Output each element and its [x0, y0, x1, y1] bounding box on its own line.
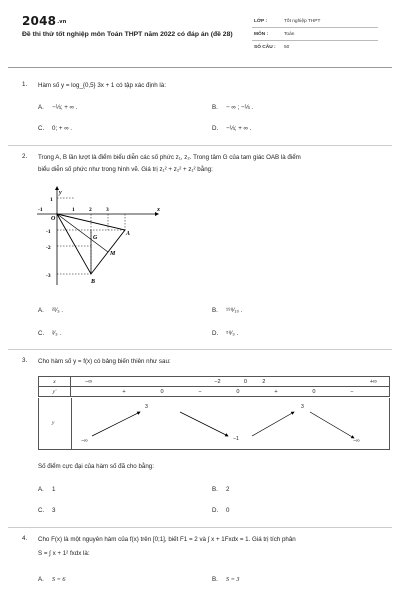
variation-arrows: [72, 398, 390, 450]
x-tick-label: -1: [38, 207, 43, 213]
meta-class: LỚP : Tốt nghiệp THPT: [254, 19, 321, 24]
q1-option-c[interactable]: C. 0; + ∞ .: [38, 125, 73, 132]
table-y-left-limit: −∞: [81, 438, 88, 444]
question-divider: [8, 349, 392, 350]
table-x-value: +∞: [273, 377, 390, 387]
question-divider: [8, 145, 392, 146]
table-y-min: −1: [233, 436, 239, 442]
q1-option-a[interactable]: A. −⅓; + ∞ .: [38, 104, 78, 111]
question-3-subquestion: Số điểm cực đại của hàm số đã cho bằng:: [38, 463, 154, 470]
question-3-text: Cho hàm số y = f(x) có bảng biến thiên như sau:: [38, 358, 171, 365]
x-label: x: [157, 207, 160, 213]
table-yprime-sign: +: [122, 388, 126, 395]
meta-count: SỐ CÂU : 50: [254, 45, 290, 50]
meta-divider: [252, 27, 378, 28]
table-yprime-zero: 0: [236, 388, 240, 395]
x-tick-label: 1: [72, 207, 75, 213]
point-b-label: B: [91, 279, 96, 285]
y-tick-label: -2: [46, 245, 51, 251]
site-logo[interactable]: 2048.vn: [22, 14, 67, 28]
question-number: 4.: [22, 535, 28, 542]
point-g-label: G: [93, 235, 98, 241]
question-divider: [8, 527, 392, 528]
q3-option-a[interactable]: A. 1: [38, 486, 56, 493]
q1-option-b[interactable]: B. − ∞ ; −⅓ .: [212, 104, 254, 111]
complex-plane-graph: [35, 185, 165, 290]
table-x-value: 0: [236, 377, 254, 387]
table-x-value: 2: [255, 377, 273, 387]
variation-table: [38, 376, 390, 397]
table-yprime-zero: 0: [160, 388, 164, 395]
table-yprime-sign: −: [350, 388, 354, 395]
question-4-text-line1: Cho F(x) là một nguyên hàm của f(x) trên [0;1], biết F1 = 2 và ∫ x + 1Fxdx = 1. Giá trị tích phân: [38, 536, 296, 543]
x-tick-label: 3: [106, 207, 109, 213]
point-a-label: A: [126, 231, 131, 237]
y-tick-label: -1: [46, 229, 51, 235]
q2-option-b[interactable]: B. ¹⁹⁸⁄₁₀ .: [212, 307, 243, 314]
origin-label: O: [51, 216, 56, 222]
q2-option-a[interactable]: A. ²²⁄₃ .: [38, 307, 64, 314]
question-4-text-line2: S = ∫ x + 1² fxdx là:: [38, 550, 90, 557]
question-number: 2.: [22, 153, 28, 160]
table-x-value: −∞: [71, 377, 199, 387]
q2-option-c[interactable]: C. ²⁄₃ .: [38, 330, 62, 337]
question-number: 3.: [22, 357, 28, 364]
q3-option-c[interactable]: C. 3: [38, 507, 56, 514]
q2-option-d[interactable]: D. ⁵⁸⁄₃ .: [212, 330, 239, 337]
y-tick-label: -3: [46, 273, 51, 279]
question-number: 1.: [22, 81, 28, 88]
point-m-label: M: [110, 251, 116, 257]
table-y-label: y: [52, 420, 55, 426]
meta-divider: [252, 40, 378, 41]
question-2-text-line1: Trong A, B lần lượt là điểm biểu diễn các số phức z₁, z₂. Trong tâm G của tam giác OAB là điểm: [38, 154, 301, 161]
question-2-text-line2: biểu diễn số phức như trong hình vẽ. Giá trị z₁² + z₂² + z₁² bằng:: [38, 166, 213, 173]
table-y-max-left: 3: [145, 404, 148, 410]
question-1-text: Hàm số y = log_{0,5} 3x + 1 có tập xác định là:: [38, 82, 166, 89]
table-yprime-sign: −: [198, 388, 202, 395]
table-yprime-label: y': [39, 387, 71, 397]
table-yprime-sign: +: [274, 388, 278, 395]
table-y-max-right: 3: [301, 404, 304, 410]
y-label: y: [59, 190, 62, 196]
meta-subject: MÔN : Toán: [254, 32, 295, 37]
x-tick-label: 2: [89, 207, 92, 213]
table-yprime-zero: 0: [312, 388, 316, 395]
table-x-value: −2: [199, 377, 237, 387]
table-y-right-limit: −∞: [353, 438, 360, 444]
document-title: Đề thi thử tốt nghiệp môn Toán THPT năm 2022 có đáp án (đề 28): [22, 31, 233, 38]
q3-option-d[interactable]: D. 0: [212, 507, 230, 514]
q4-option-a[interactable]: A. S = 6: [38, 576, 66, 583]
variation-table-y-row: [38, 398, 390, 450]
header-divider: [8, 67, 392, 68]
q4-option-b[interactable]: B. S = 3: [212, 576, 240, 583]
y-tick-label: 1: [50, 197, 53, 203]
table-x-label: x: [39, 377, 71, 387]
q1-option-d[interactable]: D. −⅓; + ∞ .: [212, 125, 252, 132]
q3-option-b[interactable]: B. 2: [212, 486, 230, 493]
